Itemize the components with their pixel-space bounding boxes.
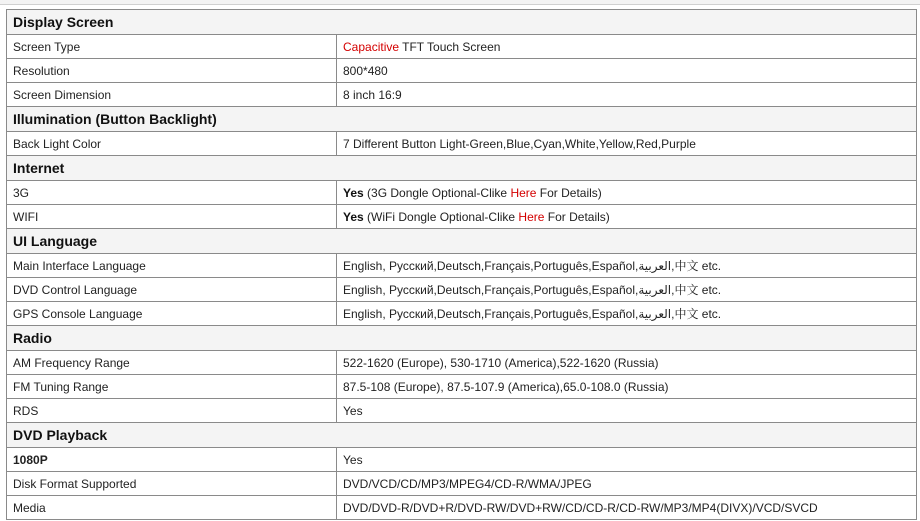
section-title: UI Language <box>7 229 917 254</box>
spec-row-gps-console-language <box>7 302 917 326</box>
highlight-text: Capacitive <box>343 39 400 54</box>
spec-row-wifi <box>7 205 917 229</box>
bold-value: Yes <box>343 185 364 200</box>
spec-value: English, Русский,Deutsch,Français,Português,Español,العربية,中文 etc. <box>337 278 917 302</box>
value-text: For Details) <box>536 185 602 200</box>
spec-value <box>337 35 917 59</box>
spec-value <box>337 181 917 205</box>
value-text: (WiFi Dongle Optional-Clike <box>363 209 519 224</box>
spec-row-media <box>7 496 917 520</box>
spec-label: RDS <box>7 399 337 423</box>
spec-label: Resolution <box>7 59 337 83</box>
spec-label: Main Interface Language <box>7 254 337 278</box>
details-link[interactable]: Here <box>518 209 545 224</box>
spec-value: 800*480 <box>337 59 917 83</box>
value-text: (3G Dongle Optional-Clike <box>363 185 511 200</box>
section-header-radio <box>7 326 917 351</box>
spec-row-disk-format-supported <box>7 472 917 496</box>
section-header-illumination <box>7 107 917 132</box>
section-header-ui-language <box>7 229 917 254</box>
section-title: Internet <box>7 156 917 181</box>
section-title: Display Screen <box>7 10 917 35</box>
spec-row-am-frequency-range <box>7 351 917 375</box>
spec-value: 87.5-108 (Europe), 87.5-107.9 (America),65.0-108.0 (Russia) <box>337 375 917 399</box>
spec-value: Yes <box>337 399 917 423</box>
spec-row-3g <box>7 181 917 205</box>
section-header-internet <box>7 156 917 181</box>
spec-value: 522-1620 (Europe), 530-1710 (America),522-1620 (Russia) <box>337 351 917 375</box>
value-text: TFT Touch Screen <box>399 39 501 54</box>
details-link[interactable]: Here <box>510 185 537 200</box>
section-header-display-screen <box>7 10 917 35</box>
spec-row-rds <box>7 399 917 423</box>
spec-label: AM Frequency Range <box>7 351 337 375</box>
spec-value: English, Русский,Deutsch,Français,Português,Español,العربية,中文 etc. <box>337 302 917 326</box>
section-title: DVD Playback <box>7 423 917 448</box>
spec-label: 1080P <box>7 448 337 472</box>
spec-label: 3G <box>7 181 337 205</box>
spec-row-back-light-color <box>7 132 917 156</box>
spec-value: 8 inch 16:9 <box>337 83 917 107</box>
spec-row-screen-type <box>7 35 917 59</box>
spec-table <box>6 9 917 520</box>
spec-row-screen-dimension <box>7 83 917 107</box>
spec-value: 7 Different Button Light-Green,Blue,Cyan,White,Yellow,Red,Purple <box>337 132 917 156</box>
spec-row-fm-tuning-range <box>7 375 917 399</box>
spec-label: DVD Control Language <box>7 278 337 302</box>
spec-value: DVD/VCD/CD/MP3/MPEG4/CD-R/WMA/JPEG <box>337 472 917 496</box>
section-title: Illumination (Button Backlight) <box>7 107 917 132</box>
spec-value: DVD/DVD-R/DVD+R/DVD-RW/DVD+RW/CD/CD-R/CD-RW/MP3/MP4(DIVX)/VCD/SVCD <box>337 496 917 520</box>
spec-label: FM Tuning Range <box>7 375 337 399</box>
spec-row-1080p <box>7 448 917 472</box>
spec-label: Disk Format Supported <box>7 472 337 496</box>
spec-label: Screen Dimension <box>7 83 337 107</box>
value-text: For Details) <box>544 209 610 224</box>
spec-label: Screen Type <box>7 35 337 59</box>
bold-value: Yes <box>343 209 364 224</box>
spec-label: Media <box>7 496 337 520</box>
spec-label: GPS Console Language <box>7 302 337 326</box>
spec-row-main-interface-language <box>7 254 917 278</box>
spec-value: Yes <box>337 448 917 472</box>
spec-value <box>337 205 917 229</box>
section-header-dvd-playback <box>7 423 917 448</box>
top-divider-strip <box>0 0 920 5</box>
spec-value: English, Русский,Deutsch,Français,Português,Español,العربية,中文 etc. <box>337 254 917 278</box>
spec-label: Back Light Color <box>7 132 337 156</box>
spec-row-resolution <box>7 59 917 83</box>
spec-label: WIFI <box>7 205 337 229</box>
spec-row-dvd-control-language <box>7 278 917 302</box>
section-title: Radio <box>7 326 917 351</box>
